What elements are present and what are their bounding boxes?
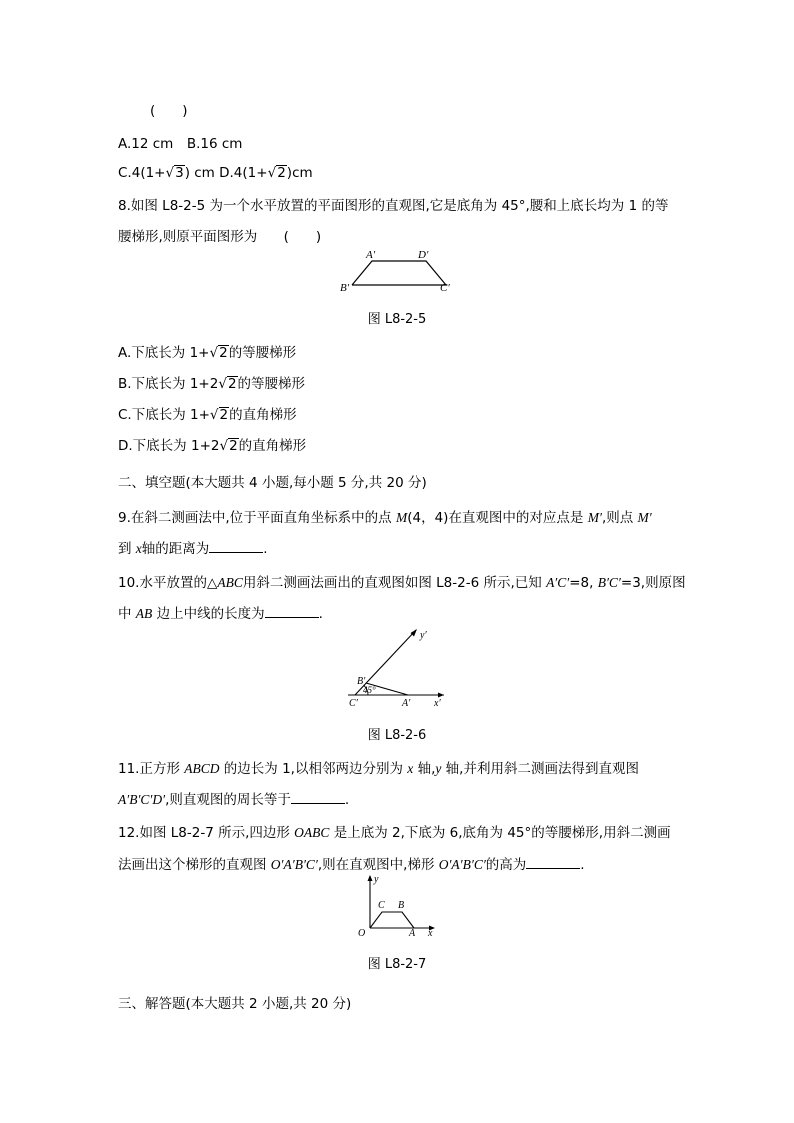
q11-text: 11.正方形: [118, 761, 185, 777]
x-axis-arrow: [438, 693, 444, 698]
q8-stem-line1: 8.如图 L8-2-5 为一个水平放置的平面图形的直观图,它是底角为 45°,腰和上底长均为 1 的等: [118, 198, 669, 214]
sqrt-icon: √2: [209, 407, 229, 423]
figure-l8-2-7: [354, 872, 442, 938]
option-prefix: B.下底长为 1+2: [118, 376, 219, 392]
sqrt-icon: √2: [219, 438, 238, 454]
q9-text: 轴的距离为: [141, 541, 210, 557]
figure-oabc-prime: O′A′B′C′: [270, 857, 318, 872]
label-b-prime: B′: [340, 282, 350, 294]
label-b-prime: B′: [357, 676, 366, 687]
q10-answer-blank: [265, 605, 319, 618]
q12-text: .: [580, 857, 585, 873]
q10-text: 用斜二测画法画出的直观图如图 L8-2-6 所示,已知: [242, 575, 547, 591]
label-b: B: [398, 900, 405, 911]
q10-text: .: [318, 606, 323, 622]
q10-text: =3,则原图: [620, 575, 686, 591]
option-suffix: 的直角梯形: [238, 438, 307, 454]
label-y: y: [374, 874, 379, 885]
q9-stem-line1: [118, 509, 652, 527]
sqrt-icon: √2: [209, 345, 228, 361]
q8-option-a: [118, 344, 296, 362]
q11-stem-line2: [118, 791, 349, 809]
triangle-abc: ABC: [217, 575, 243, 590]
axis-x: x: [407, 761, 414, 776]
sqrt-3: √3: [165, 165, 184, 181]
q12-text: 12.如图 L8-2-7 所示,四边形: [118, 825, 295, 841]
figure-oabc-prime: O′A′B′C′: [438, 857, 486, 872]
q11-text: 轴,并利用斜二测画法得到直观图: [441, 761, 639, 777]
figure-abcd-prime: A′B′C′D′: [118, 792, 166, 807]
q7-answer-paren: ( ): [150, 103, 188, 119]
point-coords: (4，4): [407, 510, 449, 526]
label-o: O: [358, 928, 366, 938]
q9-text: 到: [118, 541, 136, 557]
axis-x: x: [135, 541, 142, 556]
q12-text: 的高为: [485, 857, 527, 873]
figure-caption-l8-2-5: 图 L8-2-5: [367, 312, 427, 327]
q7-option-c-prefix: C.4: [118, 165, 141, 181]
section-2-title: 二、填空题(本大题共 4 小题,每小题 5 分,共 20 分): [118, 475, 427, 491]
sqrt-icon: √2: [218, 376, 237, 392]
label-x-prime: x′: [434, 698, 441, 708]
figure-l8-2-5: [336, 248, 456, 296]
q9-text: .: [263, 541, 268, 557]
option-suffix: 的等腰梯形: [237, 376, 306, 392]
q7-options-cd: C.4(1+√3) cm D.4(1+√2)cm: [118, 165, 313, 181]
q10-text: 中: [118, 606, 136, 622]
option-suffix: 的等腰梯形: [228, 345, 297, 361]
label-c-prime: C′: [349, 698, 358, 708]
trapezoid-shape: [370, 912, 414, 928]
label-a-prime: A′: [402, 698, 411, 708]
q12-answer-blank: [526, 856, 580, 869]
label-a: A: [409, 928, 416, 938]
segment-ac: A′C′: [546, 575, 570, 590]
q11-text: ,则直观图的周长等于: [165, 792, 291, 808]
point-m-prime: M′: [637, 510, 652, 525]
q9-answer-blank: [209, 540, 263, 553]
q7-options-ab: A.12 cm B.16 cm: [118, 136, 243, 152]
segment-bc: B′C′: [597, 575, 621, 590]
label-d-prime: D′: [418, 249, 429, 261]
q11-text: 的边长为 1,以相邻两边分别为: [219, 761, 408, 777]
q11-text: 轴,: [413, 761, 436, 777]
square-abcd: ABCD: [184, 761, 220, 776]
q9-stem-line2: [118, 540, 268, 558]
q11-text: .: [344, 792, 350, 808]
figure-caption-l8-2-7: 图 L8-2-7: [367, 957, 427, 972]
q8-stem-line2: [118, 228, 321, 246]
q10-text: 10.水平放置的△: [118, 575, 218, 591]
q12-stem-line1: [118, 824, 671, 842]
label-x: x: [428, 928, 433, 938]
q11-stem-line1: [118, 760, 639, 778]
q8-option-b: [118, 375, 305, 393]
figure-l8-2-6: [344, 626, 450, 708]
q7-option-d-suffix: cm: [292, 165, 313, 181]
section-3-title: 三、解答题(本大题共 2 小题,共 20 分): [118, 996, 352, 1012]
q8-option-d: [118, 437, 306, 455]
label-a-prime: A′: [366, 249, 376, 261]
quadrilateral-oabc: OABC: [294, 825, 330, 840]
q12-text: ,则在直观图中,梯形: [317, 857, 439, 873]
q10-stem-line2: [118, 605, 323, 623]
q7-option-c-suffix: cm: [194, 165, 215, 181]
q8-option-c: [118, 406, 297, 424]
label-c: C: [378, 900, 385, 911]
label-45-degrees: 45°: [363, 685, 376, 695]
q10-text: =8,: [569, 575, 598, 591]
option-prefix: D.下底长为 1+2: [118, 438, 220, 454]
q10-text: 边上中线的长度为: [152, 606, 265, 622]
q9-text: 9.在斜二测画法中,位于平面直角坐标系中的点: [118, 510, 396, 526]
option-prefix: A.下底长为 1+: [118, 345, 210, 361]
option-prefix: C.下底长为 1+: [118, 407, 210, 423]
q7-option-d-prefix: D.4: [219, 165, 243, 181]
q8-stem-text: 腰梯形,则原平面图形为: [118, 229, 258, 245]
option-suffix: 的直角梯形: [229, 407, 297, 423]
q12-text: 是上底为 2,下底为 6,底角为 45°的等腰梯形,用斜二测画: [329, 825, 671, 841]
segment-ab: AB: [135, 606, 153, 621]
point-m-prime: M′: [587, 510, 602, 525]
label-c-prime: C′: [440, 282, 450, 294]
q12-stem-line2: [118, 856, 585, 874]
axis-y: y: [435, 761, 442, 776]
q10-stem-line1: [118, 574, 686, 592]
point-m: M: [395, 510, 408, 525]
q9-text: ,则点: [601, 510, 638, 526]
sqrt-2: √2: [267, 165, 286, 181]
trapezoid-shape: [352, 261, 446, 285]
figure-caption-l8-2-6: 图 L8-2-6: [367, 728, 427, 743]
q11-answer-blank: [291, 791, 345, 804]
q8-answer-paren: ( ): [283, 229, 322, 245]
label-y-prime: y′: [420, 630, 427, 641]
y-axis-arrow: [368, 875, 373, 881]
q9-text: 在直观图中的对应点是: [448, 510, 588, 526]
q12-text: 法画出这个梯形的直观图: [118, 857, 271, 873]
